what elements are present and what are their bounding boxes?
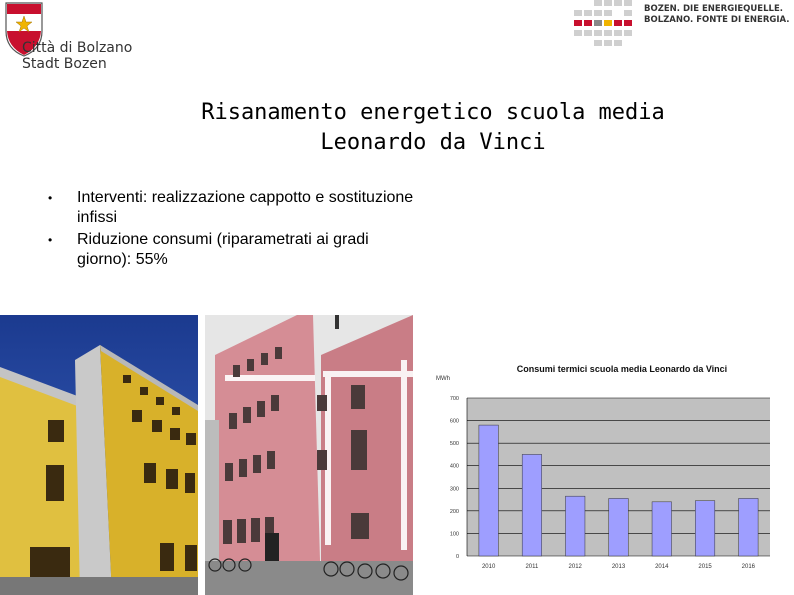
energy-logo-icon [572, 0, 642, 48]
y-tick-label: 0 [455, 554, 459, 560]
bar [652, 502, 671, 556]
y-tick-label: 100 [449, 531, 459, 538]
bar [479, 425, 498, 556]
chart-y-unit: MWh [436, 376, 450, 382]
x-tick-label: 2015 [698, 564, 712, 570]
y-tick-label: 400 [449, 463, 459, 470]
slide-title-line1: Risanamento energetico scuola media [201, 100, 665, 125]
bar [695, 501, 714, 556]
energy-slogan [644, 4, 789, 26]
y-tick-label: 300 [449, 486, 459, 493]
x-tick-label: 2012 [568, 564, 582, 570]
energy-slogan-de: BOZEN. DIE ENERGIEQUELLE. [644, 4, 783, 14]
energy-slogan-it: BOLZANO. FONTE DI ENERGIA. [644, 15, 790, 25]
bullet-list [48, 188, 418, 272]
bullet-marker: • [48, 191, 53, 205]
bullet-item [48, 188, 418, 228]
slide-title [140, 98, 726, 158]
city-name-german: Stadt Bozen [22, 56, 107, 72]
school-photo-yellow [0, 315, 198, 595]
y-tick-label: 700 [449, 396, 459, 402]
city-name [22, 40, 132, 72]
bullet-marker: • [48, 233, 53, 247]
bar [609, 498, 628, 556]
city-name-italian: Città di Bolzano [22, 40, 133, 56]
energy-logo [572, 0, 794, 48]
y-tick-label: 500 [449, 441, 459, 448]
bullet-item [48, 230, 418, 270]
y-tick-label: 600 [449, 418, 459, 425]
bar [739, 498, 758, 556]
x-tick-label: 2016 [741, 564, 756, 570]
bullet-text: Riduzione consumi (riparametrati ai gradi giorno): 55% [77, 231, 369, 268]
bullet-text: Interventi: realizzazione cappotto e sostituzione infissi [77, 189, 414, 226]
chart-plot [432, 358, 772, 578]
slide-title-line2: Leonardo da Vinci [320, 130, 546, 155]
x-tick-label: 2010 [481, 564, 496, 570]
x-tick-label: 2013 [611, 564, 626, 570]
energy-consumption-chart [432, 358, 772, 578]
chart-title: Consumi termici scuola media Leonardo da Vinci [516, 364, 728, 374]
bar [522, 454, 541, 556]
bar [565, 496, 584, 556]
school-photo-pink [205, 315, 413, 595]
x-tick-label: 2011 [525, 564, 539, 570]
x-tick-label: 2014 [655, 564, 669, 570]
y-tick-label: 200 [449, 508, 459, 515]
